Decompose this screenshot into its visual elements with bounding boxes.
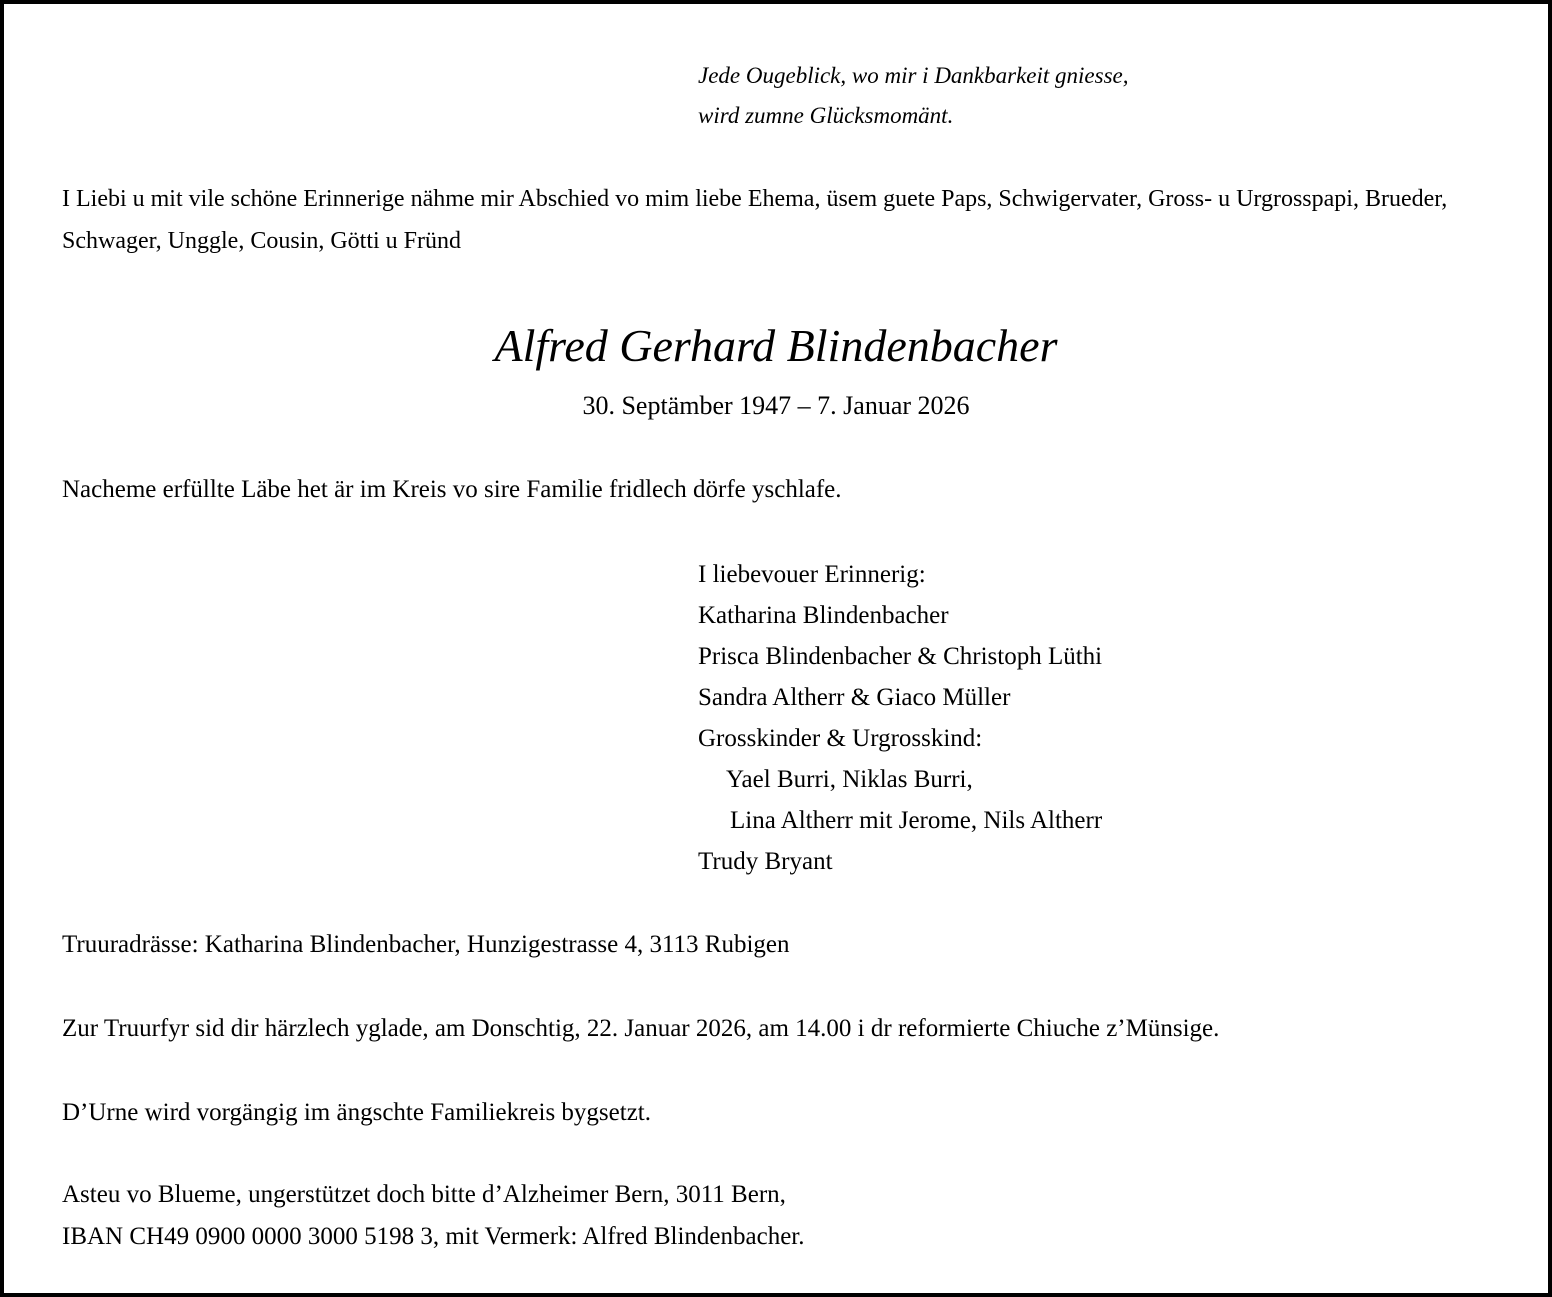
mourner-line: Sandra Altherr & Giaco Müller <box>698 684 1011 711</box>
donation-info <box>62 1174 805 1258</box>
mourner-line: Katharina Blindenbacher <box>698 602 949 629</box>
passing-text: Nacheme erfüllte Läbe het är im Kreis vo sire Familie fridlech dörfe yschlafe. <box>62 476 842 503</box>
deceased-name: Alfred Gerhard Blindenbacher <box>494 320 1058 371</box>
urn-burial-info: D’Urne wird vorgängig im ängschte Familiekreis bygsetzt. <box>62 1099 651 1126</box>
quote-line-1: Jede Ougeblick, wo mir i Dankbarkeit gniesse, <box>698 63 1129 88</box>
mourning-address: Truuradrässe: Katharina Blindenbacher, Hunzigestrasse 4, 3113 Rubigen <box>62 931 790 958</box>
mourner-line: Prisca Blindenbacher & Christoph Lüthi <box>698 643 1103 670</box>
donation-line-1: Asteu vo Blueme, ungerstützet doch bitte d’Alzheimer Bern, 3011 Bern, <box>62 1181 786 1208</box>
mourner-line: Yael Burri, Niklas Burri, <box>726 766 973 793</box>
mourner-line: Grosskinder & Urgrosskind: <box>698 725 983 752</box>
quote-line-2: wird zumne Glücksmomänt. <box>698 103 954 128</box>
mourners-list <box>698 554 1102 882</box>
donation-line-2: IBAN CH49 0900 0000 3000 5198 3, mit Vermerk: Alfred Blindenbacher. <box>62 1223 805 1250</box>
funeral-service-info: Zur Truurfyr sid dir härzlech yglade, am Donschtig, 22. Januar 2026, am 14.00 i dr reformierte Chiuche z’Münsige. <box>62 1015 1220 1042</box>
epigraph-quote <box>698 56 1129 136</box>
mourners-heading: I liebevouer Erinnerig: <box>698 561 926 588</box>
mourner-line: Trudy Bryant <box>698 848 833 875</box>
mourner-line: Lina Altherr mit Jerome, Nils Altherr <box>730 807 1103 834</box>
intro-paragraph: I Liebi u mit vile schöne Erinnerige nähme mir Abschied vo mim liebe Ehema, üsem guete Paps, Schwigervater, Gross- u Urgrosspapi, Brueder, Schwager, Unggle, Cousin, Götti u Fründ <box>62 186 1448 254</box>
life-dates: 30. Septämber 1947 – 7. Januar 2026 <box>582 391 970 420</box>
